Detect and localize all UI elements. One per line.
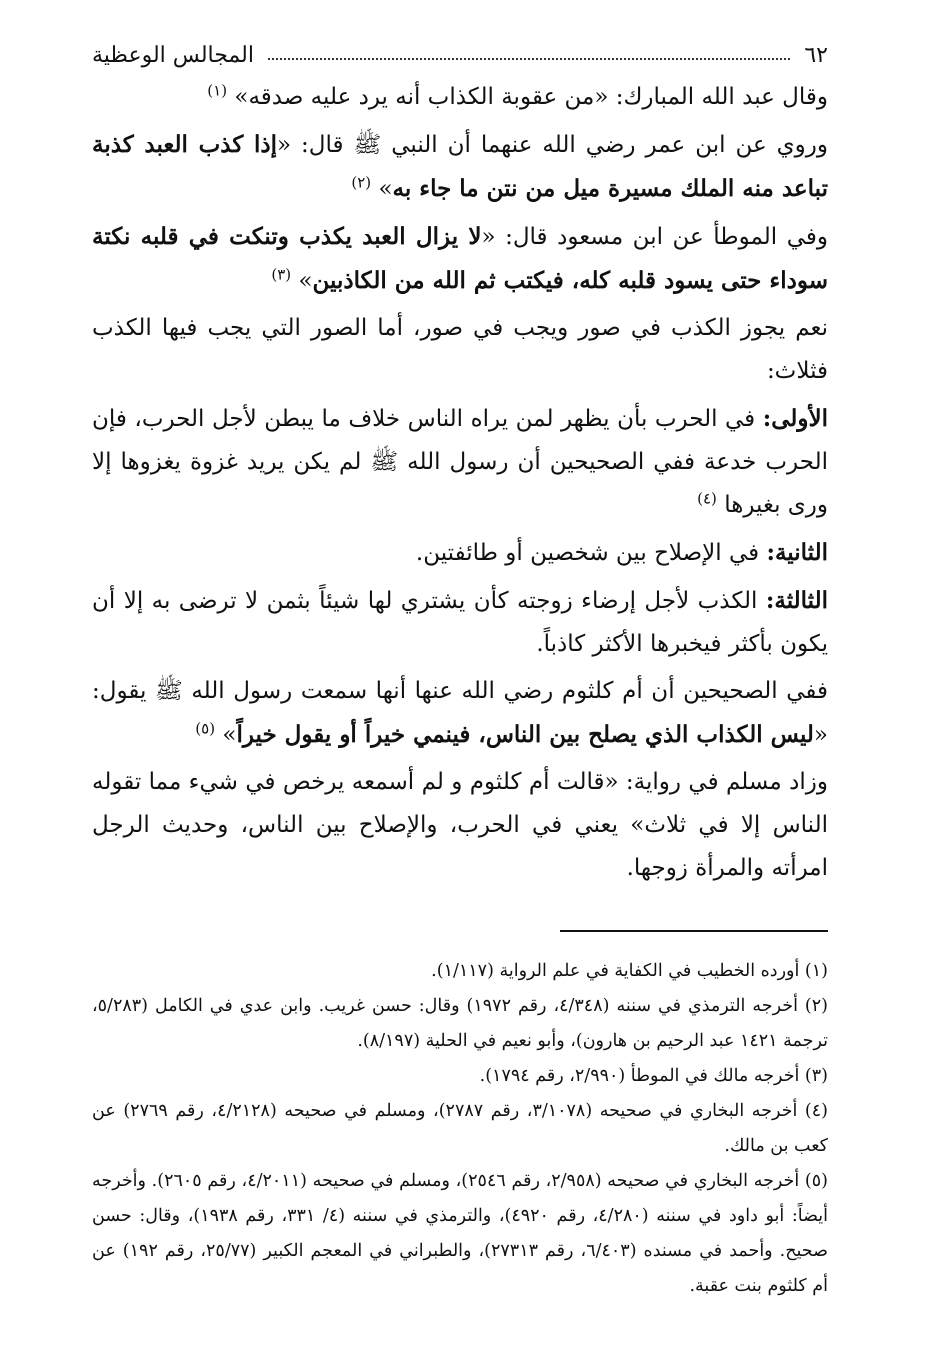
paragraph-1-text: وقال عبد الله المبارك: «من عقوبة الكذاب أنه يرد عليه صدقه» <box>234 84 828 110</box>
hadith-quote-8: ليس الكذاب الذي يصلح بين الناس، فينمي خيراً أو يقول خيراً <box>236 721 814 748</box>
hadith-quote-3: لا يزال العبد يكذب وتنكت في قلبه نكتة سوداء حتى يسود قلبه كله، فيكتب ثم الله من الكاذبين <box>92 223 828 294</box>
paragraph-4 <box>92 307 828 393</box>
page-header <box>92 38 828 72</box>
footnote-4: (٤) أخرجه البخاري في صحيحه (٣/١٠٧٨، رقم ٢٧٨٧)، ومسلم في صحيحه (٤/٢١٢٨، رقم ٢٧٦٩) عن كعب بن مالك. <box>92 1101 828 1156</box>
paragraph-4-text: نعم يجوز الكذب في صور ويجب في صور، أما الصور التي يجب فيها الكذب فثلاث: <box>92 315 828 384</box>
footnote-ref-1: (١) <box>207 81 228 100</box>
footnote-2: (٢) أخرجه الترمذي في سننه (٤/٣٤٨، رقم ١٩٧٢) وقال: حسن غريب. وابن عدي في الكامل (٥/٢٨٣، ترجمة ١٤٢١ عبد الرحيم بن هارون)، وأبو نعيم في الحلية (٨/١٩٧). <box>92 996 828 1051</box>
main-text <box>92 76 828 890</box>
paragraph-3 <box>92 215 828 303</box>
paragraph-3-text: وفي الموطأ عن ابن مسعود قال: « <box>481 224 828 250</box>
footnote-5: (٥) أخرجه البخاري في صحيحه (٢/٩٥٨، رقم ٢٥٤٦)، ومسلم في صحيحه (٤/٢٠١١، رقم ٢٦٠٥). وأخرجه أيضاً: أبو داود في سننه (٤/٢٨٠، رقم ٤٩٢٠)، والترمذي في سننه (٤/ ٣٣١، رقم ١٩٣٨)، وقال: حسن صحيح. وأحمد في مسنده (٦/٤٠٣، رقم ٢٧٣١٣)، والطبراني في المعجم الكبير (٢٥/٧٧، رقم ١٩٢) عن أم كلثوم بنت عقبة. <box>92 1171 828 1296</box>
paragraph-9 <box>92 761 828 890</box>
footnotes-list <box>92 954 828 1304</box>
paragraph-2 <box>92 123 828 211</box>
case-label-first: الأولى: <box>762 405 828 432</box>
paragraph-5-text: في الحرب بأن يظهر لمن يراه الناس خلاف ما يبطن لأجل الحرب، فإن الحرب خدعة ففي الصحيحين أن رسول الله ﷺ لم يكن يريد غزوة يغزوها إلا ورى بغيرها <box>92 406 828 518</box>
quote-close-2: » <box>378 176 393 202</box>
book-page <box>92 38 828 1304</box>
quote-close-3: » <box>298 268 313 294</box>
quote-close-8: » <box>222 722 237 748</box>
footnote-ref-4: (٤) <box>697 489 717 508</box>
page-number: ٦٢ <box>804 42 828 68</box>
paragraph-2-text: وروي عن ابن عمر رضي الله عنهما أن النبي ﷺ قال: « <box>276 132 828 158</box>
footnote-ref-2: (٢) <box>351 173 372 192</box>
footnotes-section <box>92 930 828 1304</box>
footnote-ref-5: (٥) <box>195 719 216 738</box>
paragraph-7 <box>92 579 828 666</box>
footnote-1: (١) أورده الخطيب في الكفاية في علم الرواية (١/١١٧). <box>431 961 828 981</box>
case-label-second: الثانية: <box>766 539 828 566</box>
paragraph-8 <box>92 670 828 757</box>
case-label-third: الثالثة: <box>765 587 828 614</box>
footnote-separator <box>560 930 828 932</box>
header-dotted-rule <box>268 58 790 60</box>
footnote-3: (٣) أخرجه مالك في الموطأ (٢/٩٩٠، رقم ١٧٩٤). <box>479 1066 828 1086</box>
paragraph-6-text: في الإصلاح بين شخصين أو طائفتين. <box>415 540 767 566</box>
paragraph-6 <box>92 531 828 575</box>
running-title: المجالس الوعظية <box>92 42 254 68</box>
hadith-quote-2: إذا كذب العبد كذبة تباعد منه الملك مسيرة ميل من نتن ما جاء به <box>92 131 828 202</box>
footnote-ref-3: (٣) <box>271 265 292 284</box>
paragraph-7-text: الكذب لأجل إرضاء زوجته كأن يشتري لها شيئاً بثمن لا ترضى به إلا أن يكون بأكثر فيخبرها الأكثر كاذباً. <box>92 588 828 657</box>
paragraph-9-text: وزاد مسلم في رواية: «قالت أم كلثوم و لم أسمعه يرخص في شيء مما تقوله الناس إلا في ثلاث» يعني في الحرب، والإصلاح بين الناس، وحديث الرجل امرأته والمرأة زوجها. <box>92 769 828 881</box>
paragraph-5 <box>92 397 828 527</box>
paragraph-1 <box>92 76 828 119</box>
paragraph-8-text: ففي الصحيحين أن أم كلثوم رضي الله عنها أنها سمعت رسول الله ﷺ يقول: « <box>92 678 828 748</box>
